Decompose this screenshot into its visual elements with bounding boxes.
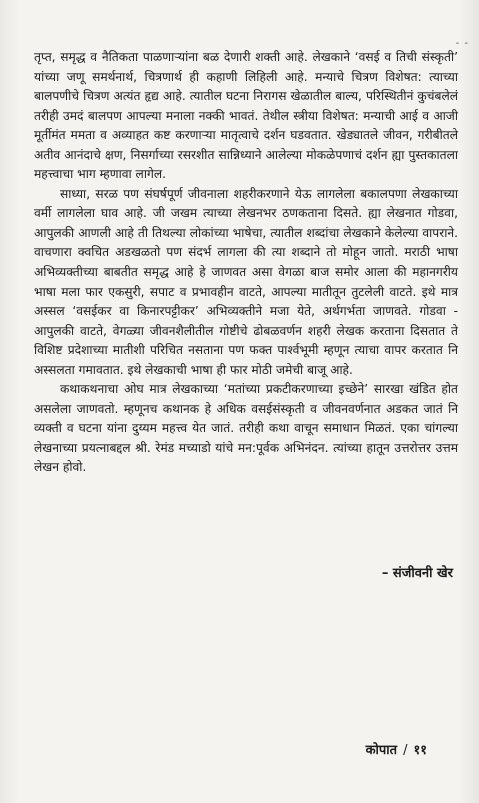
paragraph-3: कथाकथनाचा ओघ मात्र लेखकाच्या ‘मतांच्या प्रकटीकरणाच्या इच्छेने’ सारखा खंडित होत असलेला जाणवतो. म्हणूनच कथानक हे अधिक वसईसंस्कृती व जीवनवर्णनात अडकत जातं नि व्यक्ती व घटना यांना दुय्यम महत्त्व येत जातं. तरीही कथा वाचून समाधान मिळतं. एका चांगल्या लेखनाच्या प्रयत्नाबद्दल श्री. रेमंड मच्याडो यांचे मन:पूर्वक अभिनंदन. त्यांच्या हातून उत्तरोत्तर उत्तम लेखन होवो. — [34, 382, 458, 475]
footer-separator: / — [403, 743, 408, 758]
page-footer — [366, 740, 427, 758]
paragraph-2: साध्या, सरळ पण संघर्षपूर्ण जीवनाला शहरीकरणाने येऊ लागलेला बकालपणा लेखकाच्या वर्मी लागलेला घाव आहे. जी जखम त्याच्या लेखनभर ठणकताना दिसते. ह्या लेखनात गोडवा, आपुलकी आणली आहे ती तिथल्या लोकांच्या भाषेचा, त्यातील शब्दांचा लेखकाने केलेल्या वापराने. वाचणारा क्वचित अडखळतो पण संदर्भ लागला की त्या शब्दाने तो मोहून जातो. मराठी भाषा अभिव्यक्तीच्या बाबतीत समृद्ध आहे हे जाणवत असा वेगळा बाज समोर आला की महानगरीय भाषा मला फार एकसुरी, सपाट व प्रभावहीन वाटते, आपल्या मातीतून तुटलेली वाटते. इथे मात्र अस्सल ‘वसईकर वा किनारपट्टीकर’ अभिव्यक्तीने मजा येते, अर्थगर्भता जाणवते. गोडवा - आपुलकी वाटते, वेगळ्या जीवनशैलीतील गोष्टीचे ढोबळवर्णन शहरी लेखक करताना दिसतात ते विशिष्ट प्रदेशाच्या मातीशी परिचित नसताना पण फक्त पार्श्वभूमी म्हणून त्याचा वापर करतात नि अस्सलता गमावतात. इथे लेखकाची भाषा ही फार मोठी जमेची बाजू आहे. — [34, 186, 458, 377]
author-signature: – संजीवनी खेर — [381, 566, 453, 581]
paragraph-1: तृप्त, समृद्ध व नैतिकता पाळणाऱ्यांना बळ देणारी शक्ती आहे. लेखकाने ‘वसई व तिची संस्कृती’ यांच्या जणू समर्थनार्थ, चित्रणार्थ ही कहाणी लिहिली आहे. मन्याचे चित्रण विशेषत: त्याच्या बालपणीचे चित्रण अत्यंत हृद्य आहे. त्यातील घटना निरागस खेळातील बाल्य, परिस्थितीनं कुचंबलेलं तरीही उमदं बालपण आपल्या मनाला नक्की भावतं. तेथील स्त्रीया विशेषत: मन्याची आई व आजी मूर्तीमंत ममता व अव्याहत कष्ट करणाऱ्या मातृत्वाचे दर्शन घडवतात. खेड्यातले जीवन, गरीबीतले अतीव आनंदाचे क्षण, निसर्गाच्या रसरशीत सान्निध्याने आलेल्या मोकळेपणाचं दर्शन ह्या पुस्तकातला महत्त्वाचा भाग म्हणावा लागेल. — [34, 50, 458, 182]
body-text — [34, 48, 458, 478]
page-number: ११ — [413, 743, 427, 758]
corner-mark: - - — [455, 38, 469, 49]
footer-section-title: कोपात — [365, 743, 398, 758]
